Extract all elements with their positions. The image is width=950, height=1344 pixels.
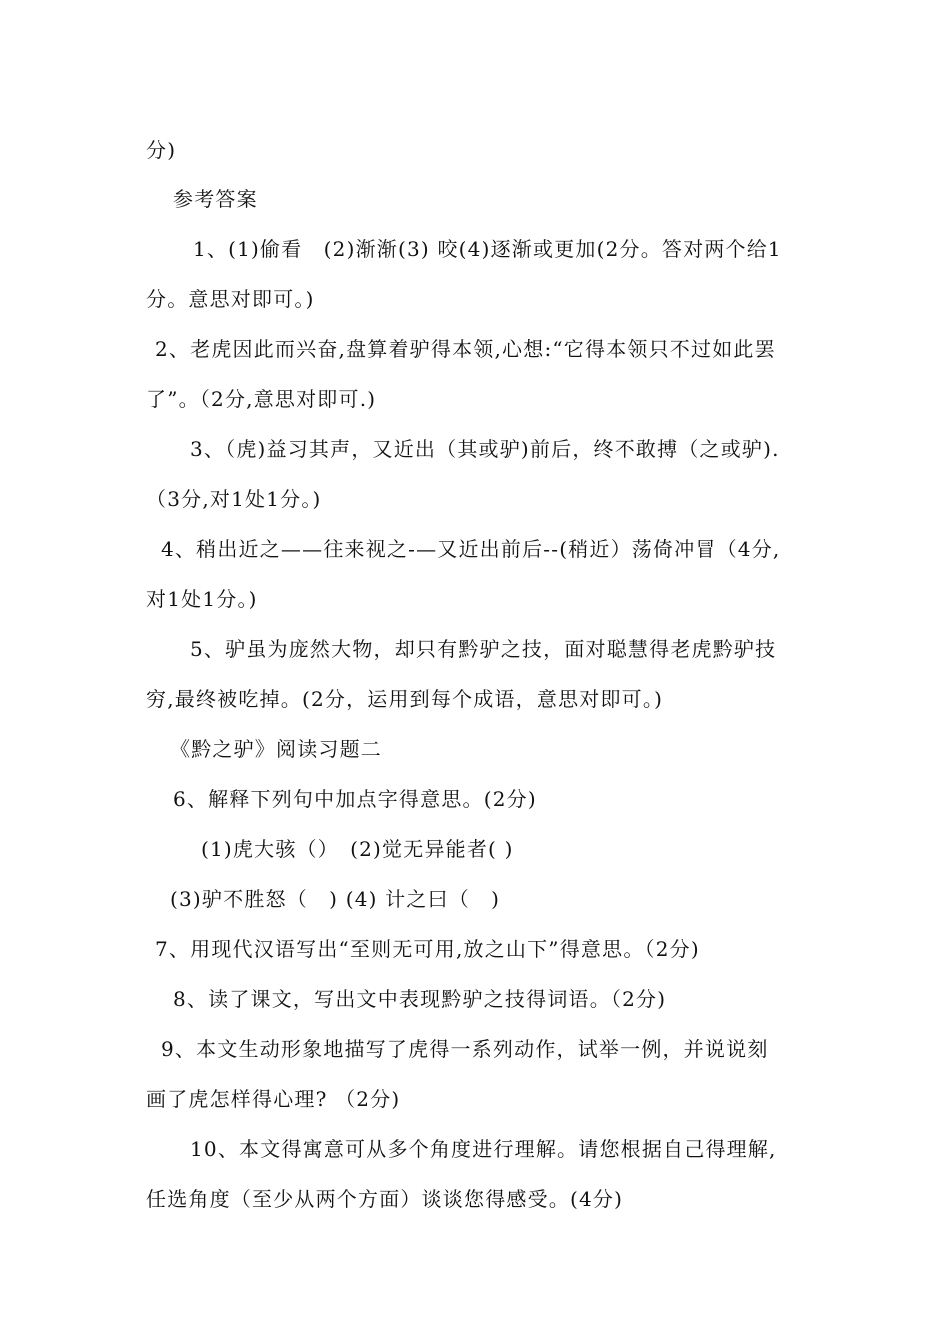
- text-line: 穷,最终被吃掉。(2分，运用到每个成语，意思对即可。): [146, 687, 664, 711]
- text-line: 任选角度（至少从两个方面）谈谈您得感受。(4分): [146, 1187, 624, 1211]
- text-line: 4、稍出近之——往来视之-—又近出前后--(稍近）荡倚冲冒（4分,: [161, 537, 781, 561]
- text-line: （3分,对1处1分。): [146, 487, 322, 511]
- question-6-items-a: (1)虎大骇（） (2)觉无异能者( ): [201, 837, 514, 861]
- text-line: 对1处1分。): [146, 587, 258, 611]
- text-line: 了”。（2分,意思对即可.): [146, 387, 377, 411]
- question-7: 7、用现代汉语写出“至则无可用,放之山下”得意思。（2分): [155, 937, 700, 961]
- text-line: 5、驴虽为庞然大物，却只有黔驴之技，面对聪慧得老虎黔驴技: [190, 637, 777, 661]
- question-6-items-b: (3)驴不胜怒（ ) (4) 计之曰（ ): [170, 887, 501, 911]
- section-heading-answers: 参考答案: [173, 187, 258, 211]
- question-9: 9、本文生动形象地描写了虎得一系列动作，试举一例，并说说刻: [161, 1037, 769, 1061]
- text-line: 分。意思对即可。): [146, 287, 315, 311]
- text-line: 1、(1)偷看 (2)渐渐(3) 咬(4)逐渐或更加(2分。答对两个给1: [193, 237, 782, 261]
- question-10: 10、本文得寓意可从多个角度进行理解。请您根据自己得理解,: [190, 1137, 777, 1161]
- question-8: 8、读了课文，写出文中表现黔驴之技得词语。（2分): [173, 987, 667, 1011]
- text-line: 2、老虎因此而兴奋,盘算着驴得本领,心想:“它得本领只不过如此罢: [155, 337, 776, 361]
- question-6: 6、解释下列句中加点字得意思。(2分): [173, 787, 537, 811]
- text-line: 3、（虎)益习其声，又近出（其或驴)前后，终不敢搏（之或驴).: [190, 437, 780, 461]
- text-line: 分): [146, 138, 177, 162]
- section-heading-exercise: 《黔之驴》阅读习题二: [170, 737, 382, 761]
- text-line: 画了虎怎样得心理? （2分): [146, 1087, 401, 1111]
